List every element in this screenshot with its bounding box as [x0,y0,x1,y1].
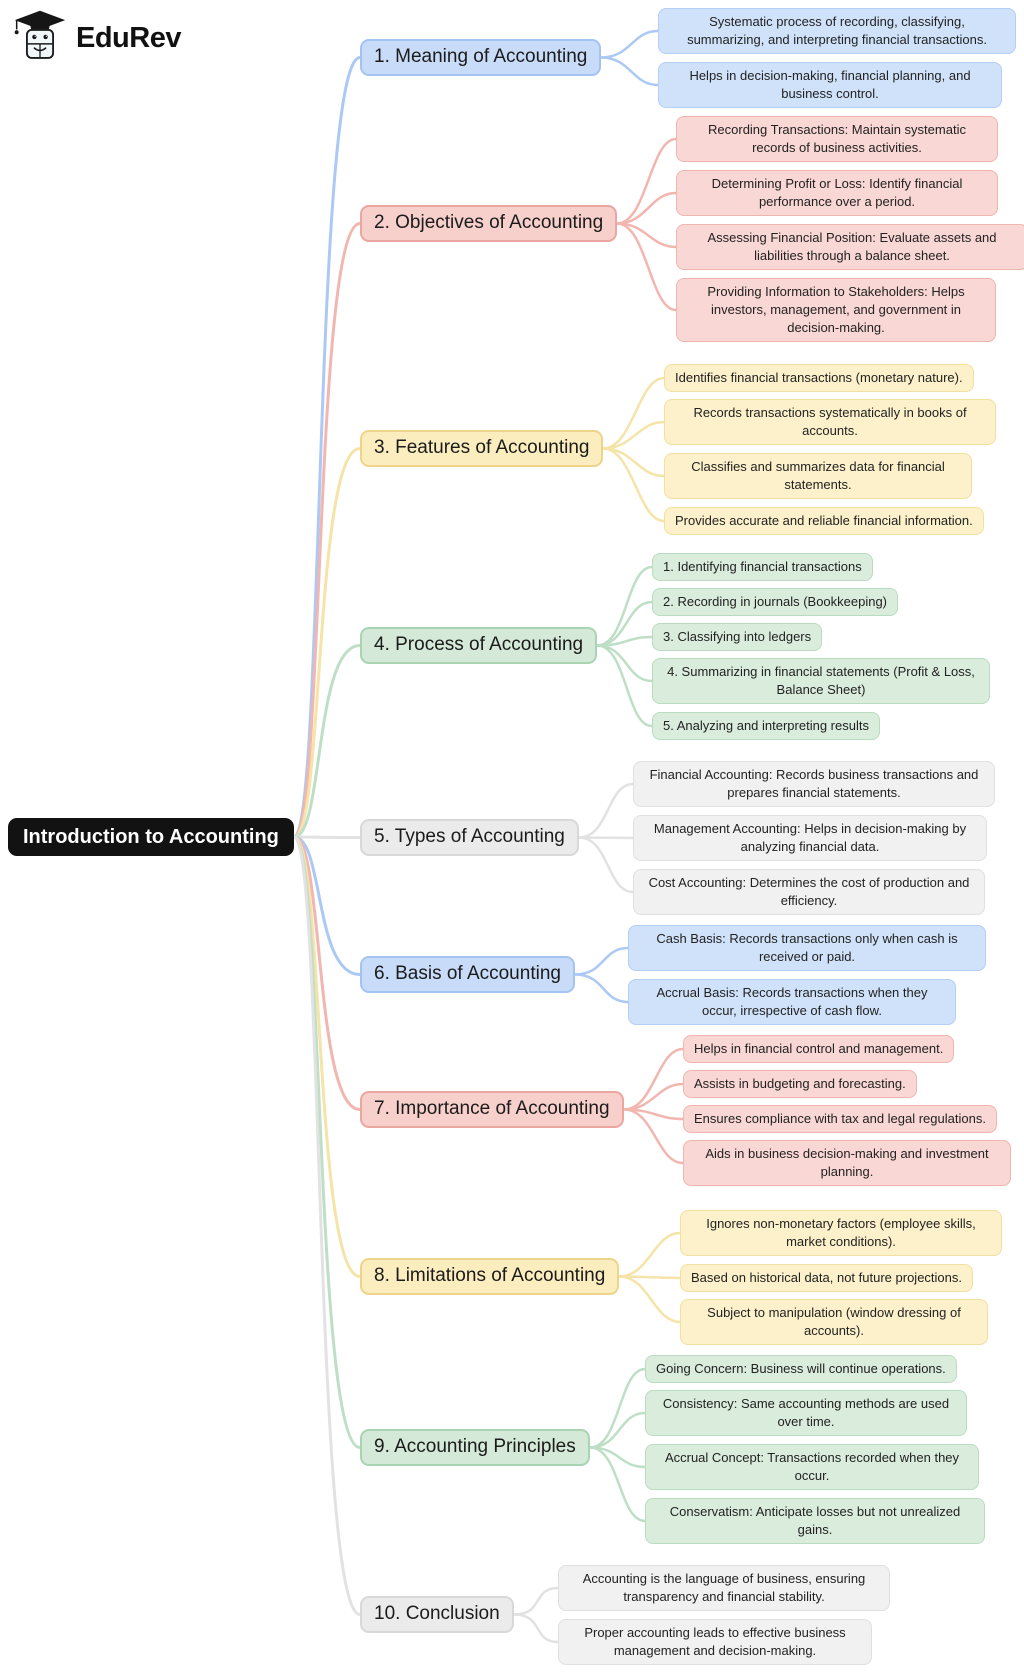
branch-8-label[interactable]: 8. Limitations of Accounting [360,1258,619,1295]
branch-2-child-4[interactable]: Providing Information to Stakeholders: Helps investors, management, and government in decision-making. [676,278,996,342]
branch-9-child-3[interactable]: Accrual Concept: Transactions recorded when they occur. [645,1444,979,1490]
branch-3-child-4[interactable]: Provides accurate and reliable financial information. [664,507,984,535]
branch-6-label[interactable]: 6. Basis of Accounting [360,956,575,993]
branch-4-child-2[interactable]: 2. Recording in journals (Bookkeeping) [652,588,898,616]
root-node[interactable]: Introduction to Accounting [8,818,294,856]
branch-4-child-1[interactable]: 1. Identifying financial transactions [652,553,873,581]
branch-4-child-4[interactable]: 4. Summarizing in financial statements (Profit & Loss, Balance Sheet) [652,658,990,704]
branch-2-child-2[interactable]: Determining Profit or Loss: Identify financial performance over a period. [676,170,998,216]
branch-4-child-3[interactable]: 3. Classifying into ledgers [652,623,822,651]
branch-6-child-1[interactable]: Cash Basis: Records transactions only when cash is received or paid. [628,925,986,971]
branch-5-label[interactable]: 5. Types of Accounting [360,819,579,856]
branch-9-label[interactable]: 9. Accounting Principles [360,1429,590,1466]
branch-3-label[interactable]: 3. Features of Accounting [360,430,603,467]
branch-9-child-1[interactable]: Going Concern: Business will continue operations. [645,1355,957,1383]
branch-10-child-2[interactable]: Proper accounting leads to effective business management and decision-making. [558,1619,872,1665]
branch-8-child-1[interactable]: Ignores non-monetary factors (employee skills, market conditions). [680,1210,1002,1256]
branch-9-child-4[interactable]: Conservatism: Anticipate losses but not unrealized gains. [645,1498,985,1544]
branch-3-child-1[interactable]: Identifies financial transactions (monetary nature). [664,364,974,392]
branch-7-label[interactable]: 7. Importance of Accounting [360,1091,624,1128]
branch-8-child-2[interactable]: Based on historical data, not future projections. [680,1264,973,1292]
edurev-logo[interactable] [12,8,181,69]
branch-7-child-3[interactable]: Ensures compliance with tax and legal regulations. [683,1105,997,1133]
branch-1-child-1[interactable]: Systematic process of recording, classifying, summarizing, and interpreting financial transactions. [658,8,1016,54]
branch-1-child-2[interactable]: Helps in decision-making, financial planning, and business control. [658,62,1002,108]
branch-5-child-2[interactable]: Management Accounting: Helps in decision-making by analyzing financial data. [633,815,987,861]
branch-4-label[interactable]: 4. Process of Accounting [360,627,597,664]
branch-4-child-5[interactable]: 5. Analyzing and interpreting results [652,712,880,740]
branch-8-child-3[interactable]: Subject to manipulation (window dressing of accounts). [680,1299,988,1345]
branch-2-child-3[interactable]: Assessing Financial Position: Evaluate assets and liabilities through a balance sheet. [676,224,1024,270]
branch-2-label[interactable]: 2. Objectives of Accounting [360,205,617,242]
branch-5-child-3[interactable]: Cost Accounting: Determines the cost of production and efficiency. [633,869,985,915]
branch-9-child-2[interactable]: Consistency: Same accounting methods are used over time. [645,1390,967,1436]
branch-3-child-2[interactable]: Records transactions systematically in books of accounts. [664,399,996,445]
branch-10-child-1[interactable]: Accounting is the language of business, ensuring transparency and financial stability. [558,1565,890,1611]
branch-7-child-1[interactable]: Helps in financial control and management. [683,1035,954,1063]
graduation-cap-books-icon [12,8,68,69]
branch-5-child-1[interactable]: Financial Accounting: Records business transactions and prepares financial statements. [633,761,995,807]
branch-10-label[interactable]: 10. Conclusion [360,1596,514,1633]
branch-1-label[interactable]: 1. Meaning of Accounting [360,39,601,76]
branch-2-child-1[interactable]: Recording Transactions: Maintain systematic records of business activities. [676,116,998,162]
branch-7-child-2[interactable]: Assists in budgeting and forecasting. [683,1070,917,1098]
branch-7-child-4[interactable]: Aids in business decision-making and investment planning. [683,1140,1011,1186]
branch-3-child-3[interactable]: Classifies and summarizes data for financial statements. [664,453,972,499]
edurev-brand-text: EduRev [76,22,181,54]
branch-6-child-2[interactable]: Accrual Basis: Records transactions when they occur, irrespective of cash flow. [628,979,956,1025]
